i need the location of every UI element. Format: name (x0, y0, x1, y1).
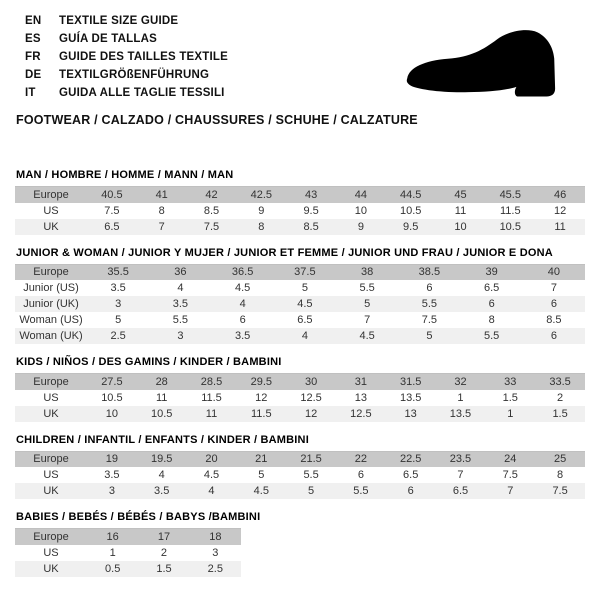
row-label: Europe (33, 453, 69, 466)
size-value: 13 (404, 407, 417, 420)
size-value: 7.5 (421, 314, 438, 326)
size-value: 8 (158, 204, 165, 217)
size-value: 7.5 (203, 220, 220, 233)
size-value: 33 (504, 375, 517, 388)
size-value: 44 (354, 188, 367, 201)
size-value: 12 (255, 391, 268, 404)
size-value: 5 (115, 314, 122, 326)
size-value: 7.5 (502, 469, 518, 481)
size-value: 6 (550, 330, 557, 342)
size-value: 10.5 (499, 220, 521, 233)
size-value: 6 (239, 314, 246, 326)
size-value: 41 (155, 188, 168, 201)
size-value: 46 (553, 188, 567, 201)
size-value: 2.5 (207, 562, 223, 575)
size-value: 22 (354, 453, 367, 466)
table-row (15, 545, 241, 561)
size-value: 11 (454, 204, 467, 217)
size-value: 10.5 (150, 407, 173, 420)
size-value: 1 (109, 546, 116, 559)
table-row (15, 451, 585, 467)
size-value: 5.5 (421, 298, 438, 310)
size-value: 25 (553, 453, 567, 466)
size-value: 2 (160, 546, 168, 559)
table-row (15, 296, 585, 312)
size-value: 3.5 (110, 282, 126, 294)
size-value: 3.5 (104, 469, 120, 481)
section-babies (15, 511, 585, 577)
row-label: US (43, 204, 59, 217)
row-label: Woman (UK) (19, 330, 83, 342)
row-label: UK (43, 407, 59, 420)
size-value: 38 (361, 266, 374, 279)
size-value: 6 (407, 485, 414, 497)
table-row (15, 483, 585, 499)
language-title: TEXTILE SIZE GUIDE (59, 15, 179, 27)
size-value: 4 (239, 298, 246, 310)
size-value: 28 (155, 375, 168, 388)
size-value: 1.5 (552, 407, 568, 420)
size-value: 40.5 (101, 188, 123, 201)
language-code: IT (25, 87, 36, 99)
size-value: 21 (255, 453, 268, 466)
size-value: 2 (557, 391, 564, 404)
size-value: 45.5 (499, 188, 521, 201)
language-code: EN (25, 15, 42, 27)
size-value: 4.5 (253, 485, 269, 497)
size-value: 12 (304, 407, 318, 420)
table-row (15, 219, 585, 235)
size-value: 1 (457, 391, 464, 404)
size-value: 5 (426, 330, 433, 342)
size-value: 1.5 (156, 562, 172, 575)
size-table-kids (15, 373, 585, 422)
size-value: 19 (105, 453, 119, 466)
size-value: 6 (550, 298, 557, 310)
size-value: 10 (105, 407, 119, 420)
size-value: 11.5 (250, 407, 272, 420)
row-label: Europe (33, 266, 69, 279)
section-title-man: MAN / HOMBRE / HOMME / MANN / MAN (16, 169, 234, 181)
size-value: 9.5 (303, 204, 319, 217)
size-value: 21.5 (300, 453, 322, 466)
language-title: GUIDE DES TAILLES TEXTILE (59, 51, 228, 63)
size-value: 20 (205, 453, 218, 466)
section-title-babies: BABIES / BEBÉS / BÉBÉS / BABYS /BAMBINI (16, 511, 261, 523)
section-man (15, 169, 585, 235)
size-value: 42 (205, 188, 218, 201)
size-value: 32 (454, 375, 467, 388)
size-value: 10.5 (101, 391, 123, 404)
size-value: 4.5 (234, 282, 251, 294)
size-value: 8 (557, 469, 564, 481)
table-row (15, 264, 585, 280)
size-value: 22.5 (399, 453, 422, 466)
table-row (15, 529, 241, 545)
size-value: 7 (158, 220, 165, 233)
size-value: 12.5 (350, 407, 372, 420)
size-value: 23.5 (449, 453, 472, 466)
size-value: 19.5 (150, 453, 173, 466)
size-value: 17 (157, 530, 171, 543)
table-row (15, 187, 585, 203)
size-value: 40 (547, 266, 560, 279)
size-value: 5 (258, 469, 265, 481)
size-value: 13 (354, 391, 367, 404)
size-value: 3 (177, 330, 184, 342)
size-value: 36 (174, 266, 187, 279)
size-value: 1 (507, 407, 514, 420)
size-value: 7 (507, 485, 514, 497)
section-title-kids: KIDS / NIÑOS / DES GAMINS / KINDER / BAMBINI (16, 356, 282, 368)
size-value: 11.5 (499, 204, 521, 217)
row-label: UK (43, 220, 59, 233)
size-value: 28.5 (200, 375, 223, 388)
size-value: 33.5 (549, 375, 571, 388)
size-value: 3 (108, 485, 115, 497)
table-row (15, 328, 585, 344)
table-row (15, 390, 585, 406)
size-table-children (15, 451, 585, 500)
row-label: US (43, 469, 59, 481)
size-value: 6 (488, 298, 495, 310)
size-value: 8 (258, 220, 265, 233)
size-value: 8.5 (303, 220, 319, 233)
size-value: 7 (457, 469, 464, 481)
size-value: 9 (258, 204, 265, 217)
size-value: 4.5 (297, 298, 313, 310)
row-label: Woman (US) (19, 314, 83, 326)
language-title: GUÍA DE TALLAS (59, 33, 157, 45)
language-code: DE (25, 69, 42, 81)
size-value: 8 (488, 314, 495, 326)
size-value: 11.5 (201, 391, 222, 404)
language-title: TEXTILGRÖßENFÜHRUNG (59, 69, 210, 81)
size-value: 10 (454, 220, 467, 233)
size-value: 6.5 (483, 282, 500, 294)
size-value: 31 (354, 375, 367, 388)
section-title-junior-woman: JUNIOR & WOMAN / JUNIOR Y MUJER / JUNIOR ET FEMME / JUNIOR UND FRAU / JUNIOR E DONA (16, 246, 553, 259)
size-value: 24 (504, 453, 517, 466)
size-value: 7.5 (104, 204, 120, 217)
size-value: 8.5 (203, 204, 220, 217)
section-title-children: CHILDREN / INFANTIL / ENFANTS / KINDER / BAMBINI (16, 433, 309, 446)
size-value: 6.5 (297, 314, 313, 326)
size-value: 4.5 (359, 330, 375, 342)
size-value: 39 (485, 266, 498, 279)
size-value: 8.5 (546, 314, 562, 326)
size-value: 3 (115, 298, 122, 310)
size-value: 1.5 (502, 391, 518, 404)
size-value: 7 (550, 282, 557, 294)
row-label: Junior (UK) (23, 298, 79, 310)
size-value: 5 (301, 282, 308, 294)
size-value: 37.5 (294, 266, 316, 279)
size-value: 31.5 (399, 375, 422, 388)
size-value: 4.5 (203, 469, 220, 481)
size-value: 3.5 (172, 298, 189, 310)
section-junior-woman (15, 247, 585, 345)
table-row (15, 312, 585, 328)
language-code: FR (25, 51, 41, 63)
size-value: 16 (106, 530, 119, 543)
size-value: 6 (426, 282, 433, 294)
row-label: UK (43, 485, 59, 497)
language-title: GUIDA ALLE TAGLIE TESSILI (59, 87, 225, 99)
size-value: 44.5 (399, 188, 422, 201)
size-value: 9.5 (403, 220, 419, 233)
size-value: 5.5 (303, 469, 319, 481)
size-value: 5.5 (483, 330, 500, 342)
size-value: 4 (208, 485, 215, 497)
size-value: 29.5 (250, 375, 272, 388)
row-label: US (43, 391, 59, 404)
category-heading: FOOTWEAR / CALZADO / CHAUSSURES / SCHUHE / CALZATURE (16, 113, 418, 127)
size-value: 11 (554, 220, 566, 233)
size-value: 38.5 (418, 266, 441, 279)
size-value: 4 (301, 330, 308, 342)
size-value: 10.5 (399, 204, 422, 217)
size-value: 6.5 (403, 469, 419, 481)
table-row (15, 374, 585, 390)
row-label: Europe (33, 188, 69, 201)
size-value: 3.5 (234, 330, 251, 342)
size-value: 13.5 (399, 391, 422, 404)
size-table-man (15, 186, 585, 235)
size-value: 12.5 (300, 391, 322, 404)
size-value: 27.5 (101, 375, 123, 388)
size-value: 5.5 (359, 282, 375, 294)
language-code: ES (25, 33, 41, 45)
size-table-babies (15, 528, 241, 577)
size-value: 6.5 (104, 220, 120, 233)
size-value: 4 (158, 469, 165, 481)
row-label: US (43, 546, 59, 559)
size-value: 7 (364, 314, 371, 326)
size-value: 10 (354, 204, 367, 217)
size-value: 5.5 (353, 485, 369, 497)
size-value: 3 (212, 546, 219, 559)
size-value: 2.5 (110, 330, 126, 342)
dress-shoe-icon (394, 20, 586, 108)
row-label: UK (43, 562, 59, 575)
size-value: 5 (308, 485, 315, 497)
size-value: 42.5 (250, 188, 272, 201)
size-value: 4 (177, 282, 184, 294)
table-row (15, 280, 585, 296)
size-value: 6 (357, 469, 364, 481)
size-value: 43 (304, 188, 318, 201)
size-value: 35.5 (107, 266, 129, 279)
size-value: 30 (304, 375, 318, 388)
table-row (15, 561, 241, 577)
size-value: 5 (364, 298, 371, 310)
table-row (15, 203, 585, 219)
size-value: 6.5 (452, 485, 469, 497)
size-value: 3.5 (154, 485, 170, 497)
table-row (15, 467, 585, 483)
size-value: 13.5 (449, 407, 472, 420)
row-label: Europe (33, 375, 69, 388)
size-value: 45 (454, 188, 467, 201)
size-table-junior-woman (15, 264, 585, 345)
section-children (15, 434, 585, 500)
size-value: 9 (357, 220, 364, 233)
size-value: 12 (553, 204, 567, 217)
row-label: Junior (US) (23, 282, 79, 294)
row-label: Europe (33, 530, 69, 543)
size-tables (15, 169, 585, 577)
table-row (15, 406, 585, 422)
size-value: 11 (205, 407, 218, 420)
size-value: 0.5 (105, 562, 121, 575)
size-value: 11 (155, 391, 168, 404)
size-value: 36.5 (231, 266, 254, 279)
section-kids (15, 356, 585, 422)
size-value: 5.5 (172, 314, 189, 326)
size-value: 7.5 (552, 485, 568, 497)
size-value: 18 (209, 530, 222, 543)
